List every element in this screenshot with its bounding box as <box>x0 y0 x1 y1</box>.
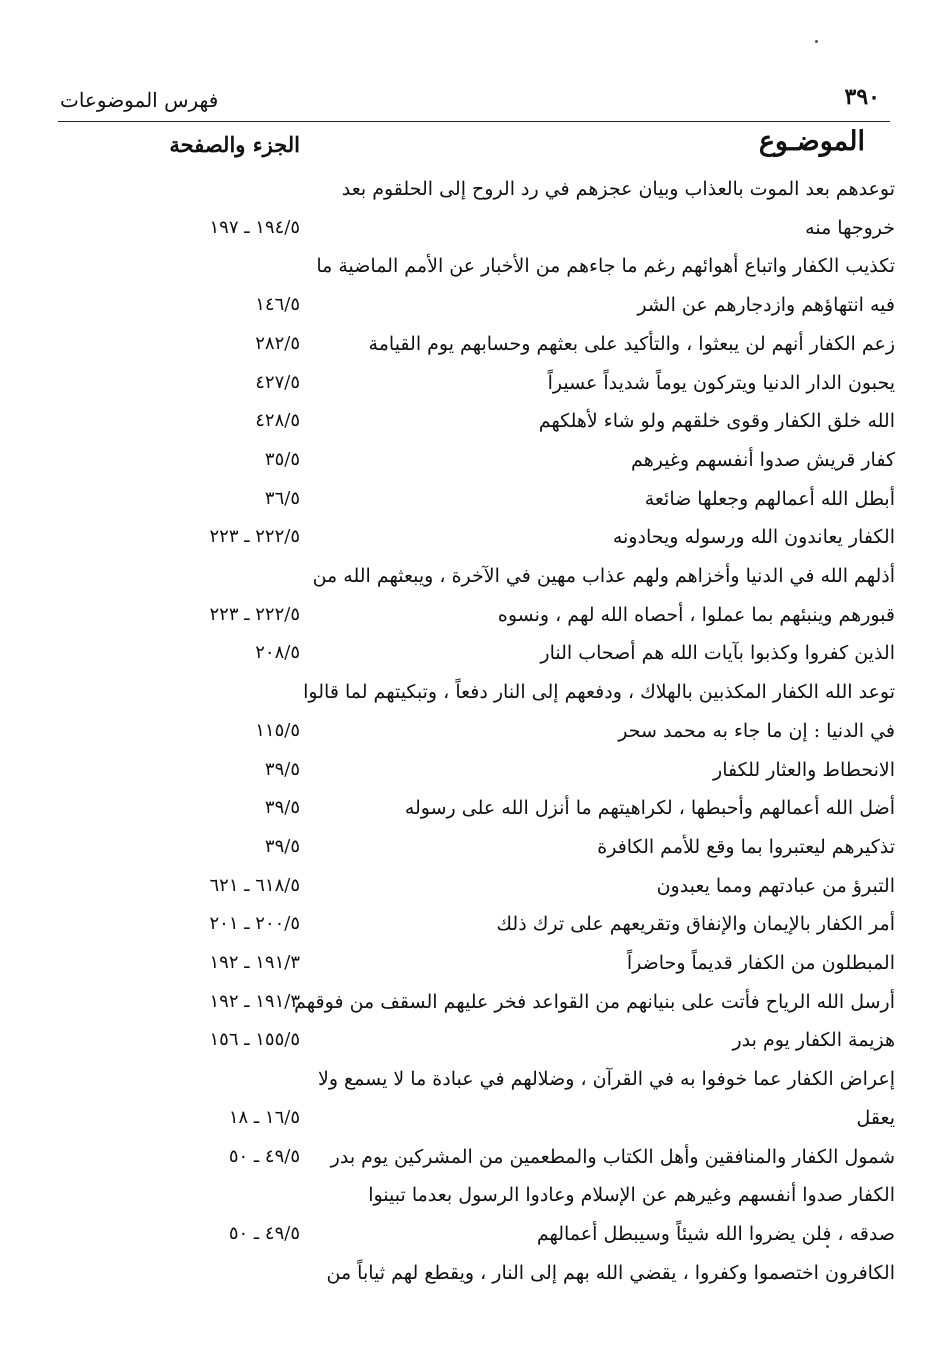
entry-line: أرسل الله الرياح فأتت على بنيانهم من القواعد فخر عليهم السقف من فوقهم <box>294 990 895 1013</box>
entry-reference: ٣٥/٥ <box>264 448 300 470</box>
entry-reference: ٤٢٧/٥ <box>255 371 300 393</box>
scan-speck <box>826 1245 829 1248</box>
entry-line: الكفار صدوا أنفسهم وغيرهم عن الإسلام وعادوا الرسول بعدما تبينوا <box>368 1184 895 1207</box>
entry-reference: ٤٢٨/٥ <box>255 410 300 432</box>
entry-line: التبرؤ من عبادتهم ومما يعبدون <box>656 874 895 897</box>
entry-reference: ٢٨٢/٥ <box>255 332 300 354</box>
entry-reference: ١١٥/٥ <box>255 719 300 741</box>
entry-line: تكذيب الكفار واتباع أهوائهم رغم ما جاءهم من الأخبار عن الأمم الماضية ما <box>316 255 895 278</box>
entry-line: الكافرون اختصموا وكفروا ، يقضي الله بهم إلى النار ، ويقطع لهم ثياباً من <box>326 1261 895 1284</box>
running-title: فهرس الموضوعات <box>60 88 219 112</box>
entry-line: أذلهم الله في الدنيا وأخزاهم ولهم عذاب مهين في الآخرة ، ويبعثهم الله من <box>312 565 895 587</box>
entry-line: الذين كفروا وكذبوا بآيات الله هم أصحاب النار <box>540 642 895 665</box>
entry-reference: ٢٢٢/٥ ـ ٢٢٣ <box>209 603 300 625</box>
entry-line: توعد الله الكفار المكذبين بالهلاك ، ودفعهم إلى النار دفعاً ، وتبكيتهم لما قالوا <box>303 681 895 704</box>
entry-line: هزيمة الكفار يوم بدر <box>732 1029 895 1052</box>
entry-reference: ٦١٨/٥ ـ ٦٢١ <box>209 874 300 896</box>
entry-reference: ١٩١/٣ ـ ١٩٢ <box>209 952 300 973</box>
entry-line: شمول الكفار والمنافقين وأهل الكتاب والمطعمين من المشركين يوم بدر <box>330 1145 895 1168</box>
entry-reference: ٤٩/٥ ـ ٥٠ <box>228 1222 300 1244</box>
entry-line: تذكيرهم ليعتبروا بما وقع للأمم الكافرة <box>597 835 895 858</box>
entry-reference: ٢٢٢/٥ ـ ٢٢٣ <box>209 526 300 548</box>
entry-reference: ١٦/٥ ـ ١٨ <box>228 1106 300 1128</box>
entry-reference: ٢٠٨/٥ <box>255 642 300 664</box>
column-header-reference: الجزء والصفحة <box>169 132 300 157</box>
entry-reference: ١٤٦/٥ <box>255 294 300 316</box>
entry-line: في الدنيا : إن ما جاء به محمد سحر <box>618 719 895 742</box>
entry-line: أمر الكفار بالإيمان والإنفاق وتقريعهم على ترك ذلك <box>496 913 895 936</box>
entry-line: خروجها منه <box>805 216 895 239</box>
entry-line: الانحطاط والعثار للكفار <box>713 758 895 781</box>
entry-reference: ٣٩/٥ <box>264 758 300 780</box>
entry-line: أبطل الله أعمالهم وجعلها ضائعة <box>644 487 895 510</box>
entry-reference: ١٩٤/٥ ـ ١٩٧ <box>209 216 300 238</box>
entry-line: توعدهم بعد الموت بالعذاب وبيان عجزهم في رد الروح إلى الحلقوم بعد <box>341 178 895 200</box>
entry-reference: ٣٦/٥ <box>264 487 300 509</box>
entry-line: الكفار يعاندون الله ورسوله ويحادونه <box>612 526 895 549</box>
page-number: ٣٩٠ <box>844 84 880 110</box>
entry-line: صدقه ، فلن يضروا الله شيئاً وسيبطل أعمالهم <box>536 1222 895 1245</box>
entry-reference: ٣٩/٥ <box>264 835 300 857</box>
entry-line: يعقل <box>856 1106 895 1129</box>
scan-speck <box>815 40 818 43</box>
entry-line: فيه انتهاؤهم وازدجارهم عن الشر <box>637 294 895 317</box>
header-rule <box>58 121 890 122</box>
entry-line: إعراض الكفار عما خوفوا به في القرآن ، وضلالهم في عبادة ما لا يسمع ولا <box>318 1068 895 1091</box>
entry-reference: ٢٠٠/٥ ـ ٢٠١ <box>209 913 300 935</box>
entry-reference: ١٩١/٣ ـ ١٩٢ <box>209 990 300 1012</box>
entry-reference: ٣٩/٥ <box>264 797 300 819</box>
entry-line: يحبون الدار الدنيا ويتركون يوماً شديداً عسيراً <box>547 371 895 394</box>
entry-line: الله خلق الكفار وقوى خلقهم ولو شاء لأهلكهم <box>538 410 895 433</box>
entry-reference: ٤٩/٥ ـ ٥٠ <box>228 1145 300 1167</box>
column-header-topic: الموضـوع <box>758 126 865 157</box>
entry-line: كفار قريش صدوا أنفسهم وغيرهم <box>631 448 895 471</box>
entry-line: أضل الله أعمالهم وأحبطها ، لكراهيتهم ما أنزل الله على رسوله <box>404 797 895 820</box>
entry-reference: ١٥٥/٥ ـ ١٥٦ <box>209 1029 300 1051</box>
entry-line: قبورهم وينبئهم بما عملوا ، أحصاه الله لهم ، ونسوه <box>497 603 895 626</box>
entry-line: زعم الكفار أنهم لن يبعثوا ، والتأكيد على بعثهم وحسابهم يوم القيامة <box>368 332 895 355</box>
entry-line: المبطلون من الكفار قديماً وحاضراً <box>626 952 895 974</box>
